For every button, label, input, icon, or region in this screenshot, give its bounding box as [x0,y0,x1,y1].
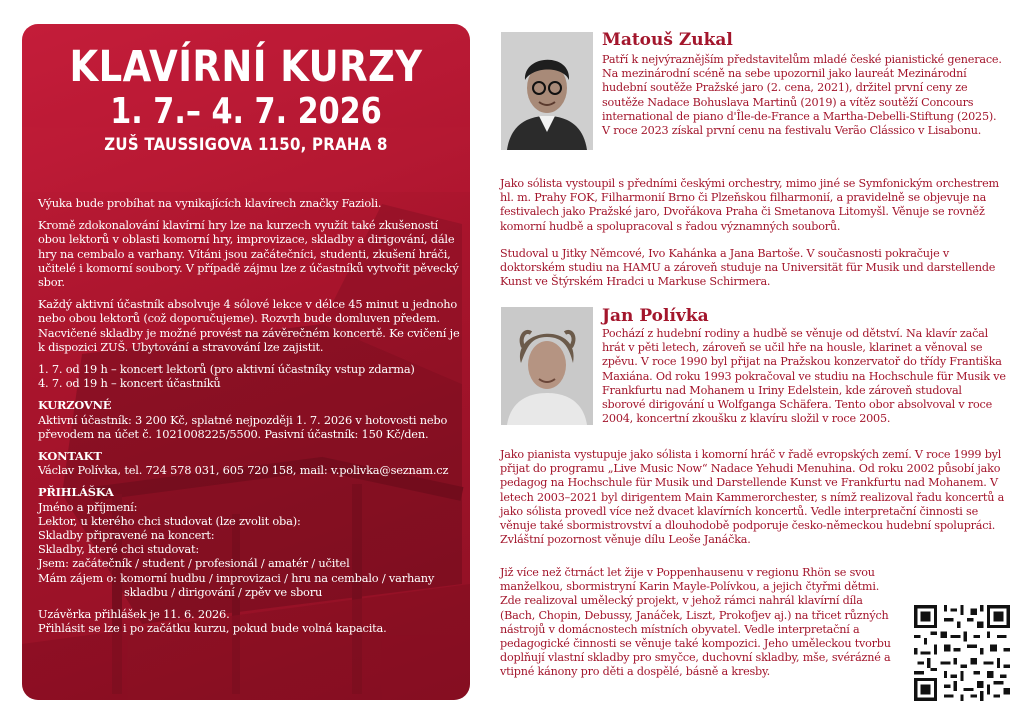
application-name-field: Jméno a příjmení: [38,499,138,514]
fee-text: Aktivní účastník: 3 200 Kč, splatné nejpozději 1. 7. 2026 v hotovosti nebo převodem na účet č. 1021008225/5500. Pasivní účastník: 150 Kč/den. [38,412,448,441]
zukal-career: Jako sólista vystoupil s předními českými orchestry, mimo jiné se Symfonickým orchestrem hl. m. Prahy FOK, Filharmonií Brno či Plzeňskou filharmonií, a pravidelně se objevuje na festivalech jako Pražské jaro, Dvořákova Praha či Smetanova Litomyšl. Věnuje se rovněž komorní hudbě a spolupracoval s řadou významných souborů. [500,177,999,233]
lessons-info: Každý aktivní účastník absolvuje 4 sólové lekce v délce 45 minut u jednoho nebo obou lektorů (což doporučujeme). Rozvrh bude domluven předem. Nacvičené skladby je možné provést na závěrečném koncertě. Ke cvičení je k dispozici ZUŠ. Ubytování a stravování lze zajistit. [38,297,460,354]
polivka-intro: Pochází z hudební rodiny a hudbě se věnuje od dětství. Na klavír začal hrát v pěti letech, zároveň se učil hře na housle, klarinet a věnoval se zpěvu. V roce 1990 byl přijat na Pražskou konzervatoř do třídy Františka Maxiána. Od roku 1993 pokračoval ve studiu na Hochschule für Musik ve Frankfurtu nad Mohanem u Iriny Edelstein, kde zároveň studoval sborové dirigování u Wolfganga Schäfera. Tento obor absolvoval v roce 2004, koncertní zkoušku z klavíru složil v roce 2005. [602,327,1006,426]
polivka-name: Jan Polívka [602,306,709,326]
application-level-field: Jsem: začátečník / student / profesionál / amatér / učitel [38,556,350,571]
zukal-intro: Patří k nejvýraznějším představitelům mladé české pianistické generace. Na mezinárodní scéně na sebe upozornil jako laureát Mezinárodní hudební soutěže Pražské jaro (2. cena, 2021), držitel první ceny ze soutěže Nadace Bohuslava Martinů (2019) a vítěz soutěží Concours international de piano d'Île-de-France a Martha-Debelli-Stiftung (2025). V roce 2023 získal první cenu na festivalu Verão Clássico v Lisabonu. [602,53,1002,138]
late-application-note: Přihlásit se lze i po začátku kurzu, pokud bude volná kapacita. [38,621,387,636]
application-lector-field: Lektor, u kterého chci studovat (lze zvolit oba): [38,513,301,528]
course-dates: 1. 7.– 4. 7. 2026 [110,91,382,132]
application-interest-field-cont: skladbu / dirigování / zpěv ve sboru [124,584,323,599]
course-title: KLAVÍRNÍ KURZY [69,42,423,92]
application-interest-field: Mám zájem o: komorní hudbu / improvizaci / hru na cembalo / varhany [38,570,435,585]
course-header [22,24,470,158]
polivka-portrait-photo [501,307,593,425]
concert-participants: 4. 7. od 19 h – koncert účastníků [38,376,221,391]
contact-text: Václav Polívka, tel. 724 578 031, 605 720 158, mail: v.polivka@seznam.cz [38,463,449,478]
contact-heading: KONTAKT [38,449,102,464]
application-concert-field: Skladby připravené na koncert: [38,528,215,543]
fee-heading: KURZOVNÉ [38,398,112,413]
course-panel [22,24,470,700]
application-heading: PŘIHLÁŠKA [38,485,114,500]
concert-lecturers: 1. 7. od 19 h – koncert lektorů (pro aktivní účastníky vstup zdarma) [38,362,415,377]
piano-info: Výuka bude probíhat na vynikajících klavírech značky Fazioli. [38,196,382,210]
polivka-career: Jako pianista vystupuje jako sólista i komorní hráč v řadě evropských zemí. V roce 1999 byl přijat do programu „Live Music Now“ Nadace Yehudi Menuhina. Od roku 2002 působí jako pedagog na Hochschule für Musik und Darstellende Kunst ve Frankfurtu nad Mohanem. V letech 2003–2021 byl dirigentem Main Kammerorchester, s nímž realizoval řadu koncertů a jako sólista provedl více než dvacet klavírních koncertů. Vedle interpretační činnosti se věnuje také sbormistrovství a dlouhodobě podporuje česko-německou hudební spolupráci. Zvláštní pozornost věnuje dílu Leoše Janáčka. [500,448,1005,547]
application-deadline: Uzávěrka přihlášek je 11. 6. 2026. [38,607,230,622]
zukal-name: Matouš Zukal [602,30,733,50]
zukal-portrait-photo [501,32,593,150]
course-venue: ZUŠ TAUSSIGOVA 1150, PRAHA 8 [104,135,388,155]
course-description [38,196,462,635]
polivka-life: Již více než čtrnáct let žije v Poppenhausenu v regionu Rhön se svou manželkou, sbormistryní Karin Mayle-Polívkou, a jejich čtyřmi dětmi. Zde realizoval umělecký projekt, v jehož rámci nahrál klavírní díla (Bach, Chopin, Debussy, Janáček, Liszt, Prokofjev aj.) na třicet různých nástrojů v domácnostech místních obyvatel. Vedle interpretační a pedagogické činnosti se věnuje také kompozici. Jeho uměleckou tvorbu doplňují vlastní skladby pro smyčce, duchovní skladby, mše, svérázné a vtipné kánony pro děti a dospělé, básně a kresby. [500,566,891,679]
zukal-studies: Studoval u Jitky Němcové, Ivo Kahánka a Jana Bartoše. V současnosti pokračuje v doktorském studiu na HAMU a zároveň studuje na Universität für Musik und darstellende Kunst ve Štýrském Hradci u Markuse Schirmera. [500,247,996,289]
application-study-field: Skladby, které chci studovat: [38,542,200,557]
course-intro: Kromě zdokonalování klavírní hry lze na kurzech využít také zkušeností obou lektorů v oblasti komorní hry, improvizace, skladby a dirigování, dále hry na cembalo a varhany. Vítáni jsou začátečníci, studenti, zkušení hráči, učitelé i komorní soubory. V případě zájmu lze z účastníků vytvořit pěvecký sbor. [38,218,459,290]
qr-code-icon[interactable] [914,605,1010,701]
